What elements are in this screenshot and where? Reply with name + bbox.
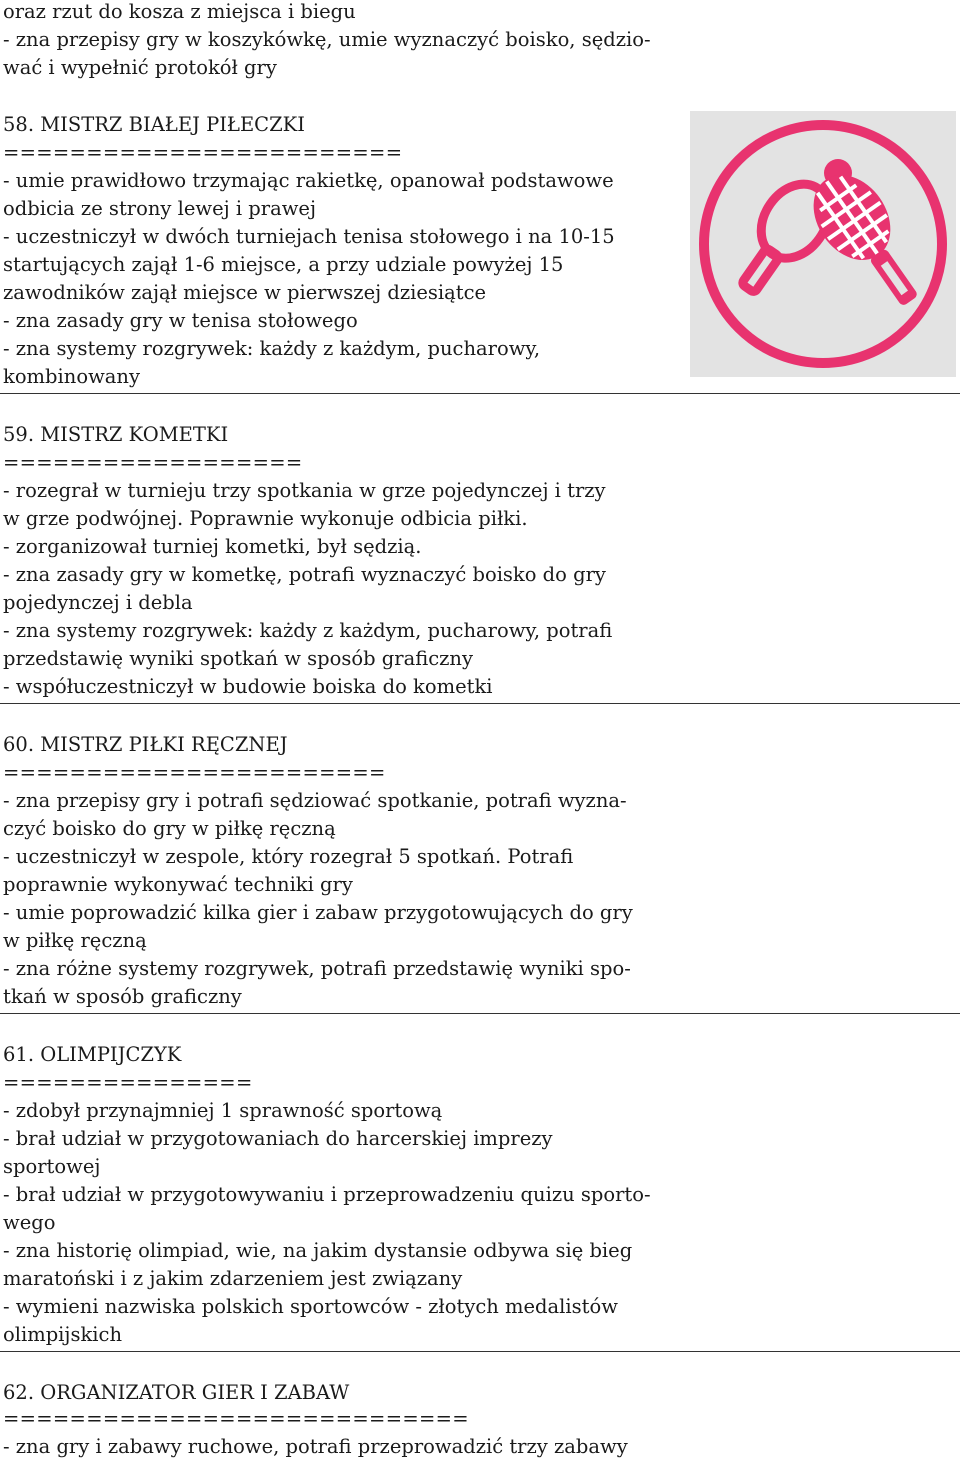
section-58-line-4: startujących zajął 1-6 miejsce, a przy udziale powyżej 15 [3,253,564,276]
section-61-line-6: - zna historię olimpiad, wie, na jakim dystansie odbywa się bieg [3,1239,633,1262]
section-61-line-1: - zdobył przynajmniej 1 sprawność sportową [3,1099,443,1122]
section-59-line-4: - zna zasady gry w kometkę, potrafi wyznaczyć boisko do gry [3,563,606,586]
section-61-line-3: sportowej [3,1155,101,1178]
section-59-line-3: - zorganizował turniej kometki, był sędzią. [3,535,422,558]
section-58-line-6: - zna zasady gry w tenisa stołowego [3,309,358,332]
divider-61-62 [0,1351,960,1352]
section-60-separator: ======================= [3,761,386,784]
section-58-separator: ======================== [3,141,403,164]
section-61-line-8: - wymieni nazwiska polskich sportowców - złotych medalistów [3,1295,618,1318]
intro-line-2: - zna przepisy gry w koszykówkę, umie wyznaczyć boisko, sędzio- [3,28,651,51]
section-59-line-6: - zna systemy rozgrywek: każdy z każdym, pucharowy, potrafi [3,619,613,642]
intro-line-1: oraz rzut do kosza z miejsca i biegu [3,0,356,23]
section-58-line-7: - zna systemy rozgrywek: każdy z każdym, pucharowy, [3,337,541,360]
section-58-line-3: - uczestniczył w dwóch turniejach tenisa stołowego i na 10-15 [3,225,615,248]
section-60-line-7: - zna różne systemy rozgrywek, potrafi przedstawię wyniki spo- [3,957,631,980]
intro-line-3: wać i wypełnić protokół gry [3,56,277,79]
section-59-line-7: przedstawię wyniki spotkań w sposób graficzny [3,647,474,670]
section-60-line-5: - umie poprowadzić kilka gier i zabaw przygotowujących do gry [3,901,633,924]
section-58-line-5: zawodników zajął miejsce w pierwszej dziesiątce [3,281,487,304]
section-60-title: 60. MISTRZ PIŁKI RĘCZNEJ [3,733,288,756]
section-61-line-4: - brał udział w przygotowywaniu i przeprowadzeniu quizu sporto- [3,1183,651,1206]
section-61-line-7: maratoński i z jakim zdarzeniem jest związany [3,1267,463,1290]
section-58-line-2: odbicia ze strony lewej i prawej [3,197,317,220]
section-60-line-8: tkań w sposób graficzny [3,985,242,1008]
section-58-line-8: kombinowany [3,365,140,388]
section-59-line-1: - rozegrał w turnieju trzy spotkania w grze pojedynczej i trzy [3,479,606,502]
section-60-line-1: - zna przepisy gry i potrafi sędziować spotkanie, potrafi wyzna- [3,789,627,812]
divider-60-61 [0,1013,960,1014]
section-59-line-8: - współuczestniczył w budowie boiska do kometki [3,675,493,698]
section-62-title: 62. ORGANIZATOR GIER I ZABAW [3,1381,350,1404]
section-60-line-2: czyć boisko do gry w piłkę ręczną [3,817,336,840]
section-59-line-5: pojedynczej i debla [3,591,193,614]
section-61-line-9: olimpijskich [3,1323,123,1346]
section-59-separator: ================== [3,451,303,474]
section-58-title: 58. MISTRZ BIAŁEJ PIŁECZKI [3,113,305,136]
section-59-line-2: w grze podwójnej. Poprawnie wykonuje odbicia piłki. [3,507,528,530]
section-60-line-6: w piłkę ręczną [3,929,147,952]
section-58-line-1: - umie prawidłowo trzymając rakietkę, opanował podstawowe [3,169,614,192]
section-62-line-1: - zna gry i zabawy ruchowe, potrafi przeprowadzić trzy zabawy [3,1435,628,1458]
section-60-line-3: - uczestniczył w zespole, który rozegrał 5 spotkań. Potrafi [3,845,574,868]
divider-59-60 [0,703,960,704]
section-62-separator: ============================ [3,1407,469,1430]
section-61-line-2: - brał udział w przygotowaniach do harcerskiej imprezy [3,1127,553,1150]
section-60-line-4: poprawnie wykonywać techniki gry [3,873,353,896]
divider-58-59 [0,393,960,394]
section-61-title: 61. OLIMPIJCZYK [3,1043,182,1066]
section-61-line-5: wego [3,1211,56,1234]
table-tennis-paddle-icon [690,111,956,377]
section-61-separator: =============== [3,1071,253,1094]
badge-image [690,111,956,377]
section-59-title: 59. MISTRZ KOMETKI [3,423,229,446]
